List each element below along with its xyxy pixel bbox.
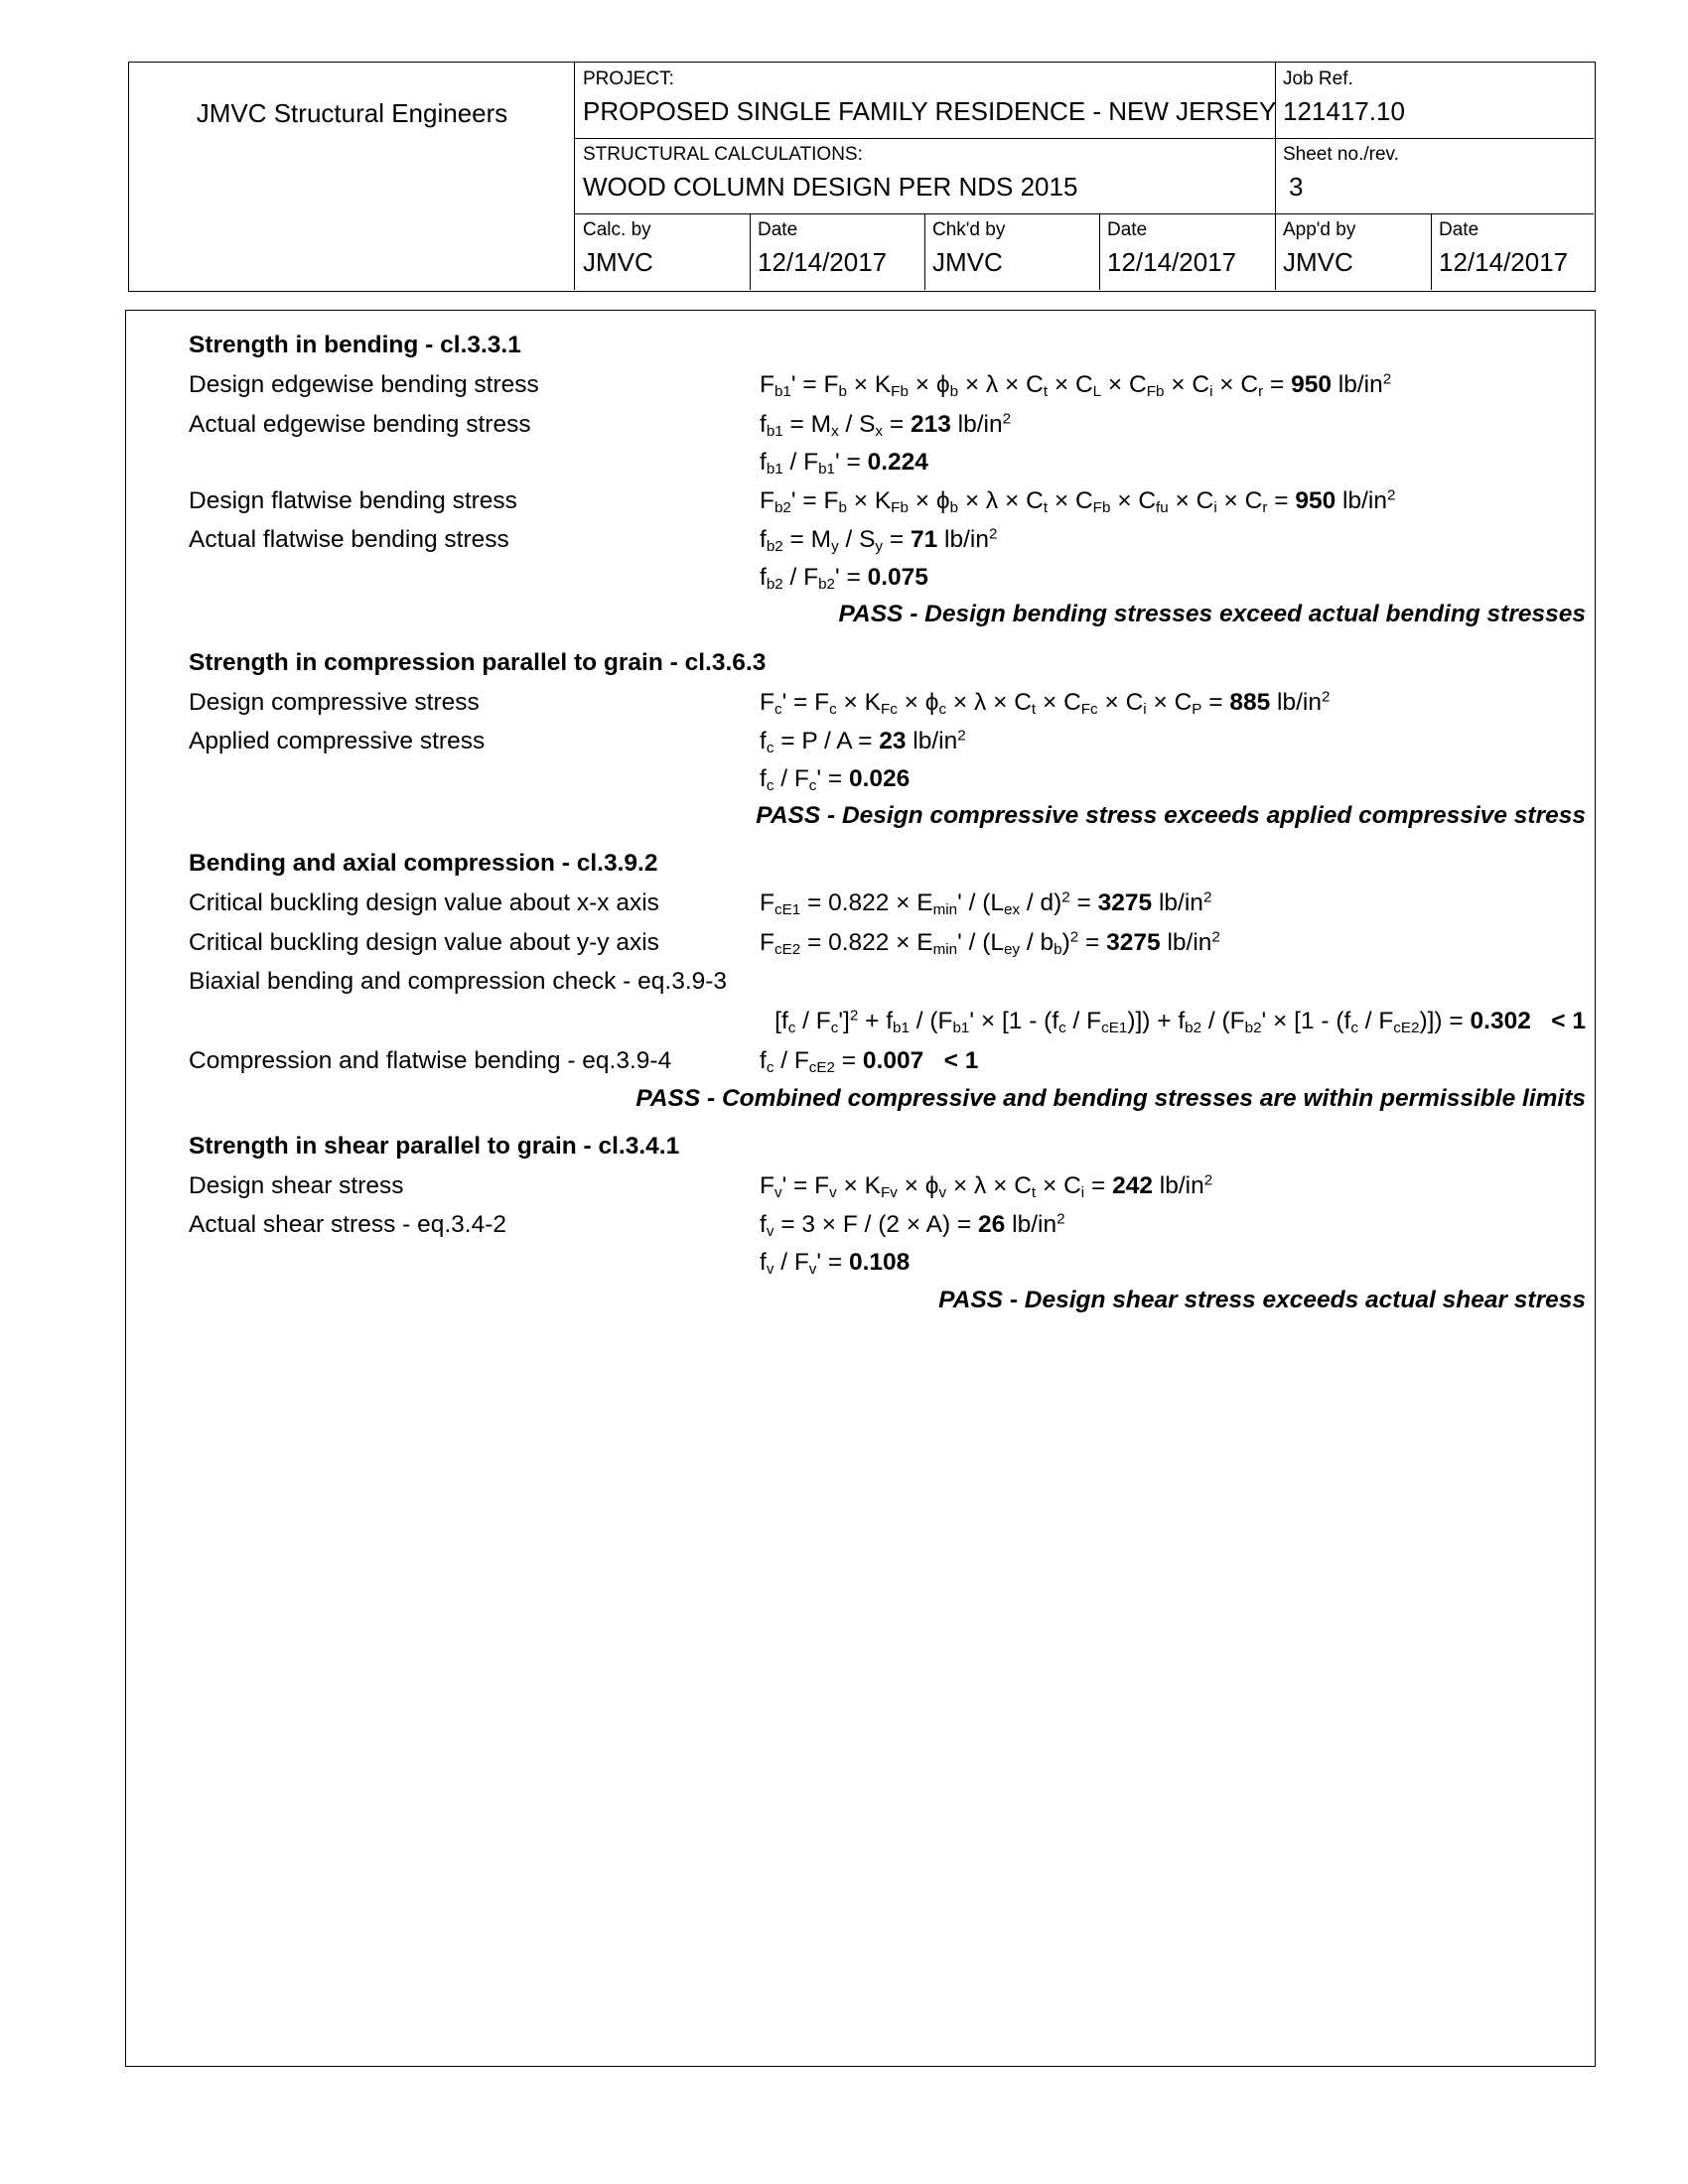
design-compressive-equation: $F_c' = F_c \times K_{Fc} \times \phi_c \times \lambda \times C_t \times C_{Fc} \times C_i \times C_P = 885$ $lb/in^2$ [760,688,1331,718]
project-cell [575,63,1275,138]
title-block [128,62,1596,292]
design-flatwise-label: Design flatwise bending stress [189,487,517,514]
flatwise-compression-value: 0.007 [862,1047,924,1074]
calc-by-cell [575,213,750,290]
buckling-y-equation: $F_{cE2} = 0.822 \times E_{min}' / (L_{ey} / b_b)^2 = 3275$ $lb/in^2$ [760,928,1220,958]
flatwise-ratio: $f_{b2} / F_{b2}' = 0.075$ [760,564,928,593]
actual-edgewise-label: Actual edgewise bending stress [189,411,531,438]
actual-flatwise-equation: $f_{b2} = M_y / S_y = 71$ $lb/in^2$ [760,525,998,555]
flatwise-compression-limit: < 1 [943,1047,979,1074]
unit: lb/in [1342,487,1387,514]
appd-by-label: App'd by [1283,219,1356,240]
date3-cell [1431,213,1594,290]
job-ref-label: Job Ref. [1283,68,1353,89]
design-flatwise-value: 950 [1295,487,1336,514]
compression-ratio: $f_c / F_c' = 0.026$ [760,765,911,794]
divider [575,138,1594,139]
buckling-x-equation: $F_{cE1} = 0.822 \times E_{min}' / (L_{ex} / d)^2 = 3275$ $lb/in^2$ [760,888,1212,918]
date1-value: 12/14/2017 [758,247,888,277]
unit: lb/in [1159,1172,1204,1199]
calcs-label: STRUCTURAL CALCULATIONS: [583,144,863,165]
design-edgewise-equation: $F_{b1}' = F_b \times K_{Fb} \times \phi_b \times \lambda \times C_t \times C_L \times C_{Fb} \times C_i \times C_r = 950$ $lb/in^2$ [760,370,1392,400]
edgewise-ratio-value: 0.224 [867,449,928,476]
date2-cell [1099,213,1275,290]
unit: lb/in [944,526,989,553]
unit: lb/in [1277,689,1322,716]
applied-compressive-label: Applied compressive stress [189,728,486,754]
actual-edgewise-equation: $f_{b1} = M_x / S_x = 213$ $lb/in^2$ [760,410,1012,440]
design-shear-value: 242 [1112,1172,1153,1199]
unit: lb/in [1012,1211,1057,1238]
sheet-value: 3 [1289,172,1304,202]
shear-pass-message: PASS - Design shear stress exceeds actual shear stress [938,1287,1586,1313]
actual-shear-label: Actual shear stress - eq.3.4-2 [189,1211,507,1238]
design-shear-label: Design shear stress [189,1172,404,1199]
sheet-label: Sheet no./rev. [1283,144,1399,165]
project-name: PROPOSED SINGLE FAMILY RESIDENCE - NEW JERSEY [583,96,1277,126]
edgewise-ratio: $f_{b1} / F_{b1}' = 0.224$ [760,449,928,478]
section-heading-compression: Strength in compression parallel to grain - cl.3.6.3 [189,649,767,676]
buckling-coefficient: 0.822 [828,929,890,956]
divider [1099,213,1100,290]
job-ref-cell [1275,63,1594,138]
actual-edgewise-value: 213 [910,411,951,438]
section-heading-shear: Strength in shear parallel to grain - cl.3.4.1 [189,1133,680,1160]
biaxial-label: Biaxial bending and compression check - eq.3.9-3 [189,968,728,995]
divider [575,213,1594,214]
flatwise-compression-label: Compression and flatwise bending - eq.3.9-4 [189,1047,672,1074]
calcs-cell [575,138,1275,213]
compression-pass-message: PASS - Design compressive stress exceeds applied compressive stress [756,802,1586,829]
design-edgewise-value: 950 [1291,371,1332,398]
chkd-by-label: Chk'd by [932,219,1006,240]
company-name: JMVC Structural Engineers [196,98,508,128]
bending-pass-message: PASS - Design bending stresses exceed actual bending stresses [838,601,1586,627]
unit: lb/in [913,728,958,754]
biaxial-value: 0.302 [1470,1008,1531,1034]
divider [1275,63,1276,290]
actual-shear-value: 26 [978,1211,1006,1238]
date3-value: 12/14/2017 [1439,247,1569,277]
shear-ratio-value: 0.108 [849,1249,911,1276]
date1-label: Date [758,219,798,240]
flatwise-ratio-value: 0.075 [867,564,928,591]
date2-value: 12/14/2017 [1107,247,1237,277]
buckling-x-value: 3275 [1097,889,1153,916]
divider [924,213,925,290]
calc-by-label: Calc. by [583,219,651,240]
buckling-coefficient: 0.822 [828,889,890,916]
design-compressive-label: Design compressive stress [189,689,480,716]
section-heading-combined: Bending and axial compression - cl.3.9.2 [189,850,658,877]
calc-by-value: JMVC [583,247,653,277]
flatwise-compression-equation: $f_c / F_{cE2} = 0.007$ < 1 [760,1047,979,1076]
appd-by-value: JMVC [1283,247,1353,277]
chkd-by-cell [924,213,1099,290]
design-flatwise-equation: $F_{b2}' = F_b \times K_{Fb} \times \phi_b \times \lambda \times C_t \times C_{Fb} \times C_{fu} \times C_i \times C_r = 950$ $lb/in^2$ [760,486,1396,516]
project-label: PROJECT: [583,68,674,89]
sheet-cell [1275,138,1594,213]
shear-ratio: $f_v / F_v' = 0.108$ [760,1249,911,1278]
combined-pass-message: PASS - Combined compressive and bending stresses are within permissible limits [635,1085,1586,1112]
compression-ratio-value: 0.026 [849,765,911,792]
unit: lb/in [1167,929,1212,956]
date1-cell [750,213,924,290]
actual-flatwise-label: Actual flatwise bending stress [189,526,509,553]
actual-flatwise-value: 71 [910,526,938,553]
biaxial-limit: < 1 [1551,1008,1586,1034]
calcs-title: WOOD COLUMN DESIGN PER NDS 2015 [583,172,1078,202]
unit: lb/in [1158,889,1203,916]
buckling-x-label: Critical buckling design value about x-x axis [189,889,659,916]
actual-shear-equation: $f_v = 3 \times F / (2 \times A) = 26$ $lb/in^2$ [760,1210,1065,1240]
buckling-y-label: Critical buckling design value about y-y axis [189,929,659,956]
design-edgewise-label: Design edgewise bending stress [189,371,539,398]
divider [750,213,751,290]
company-cell [129,63,575,290]
date2-label: Date [1107,219,1148,240]
design-shear-equation: $F_v' = F_v \times K_{Fv} \times \phi_v \times \lambda \times C_t \times C_i = 242$ $lb/in^2$ [760,1171,1213,1201]
section-heading-bending: Strength in bending - cl.3.3.1 [189,332,521,358]
appd-by-cell [1275,213,1431,290]
divider [1431,213,1432,290]
biaxial-equation: $[f_c / F_c']^2 + f_{b1} / (F_{b1}' \times [1 - (f_c / F_{cE1})]) + f_{b2} / (F_{b2}' \times [1 - (f_c / F_{cE2})]) = 0.302$ < 1 [774,1007,1586,1036]
applied-compressive-value: 23 [879,728,907,754]
design-compressive-value: 885 [1229,689,1271,716]
chkd-by-value: JMVC [932,247,1003,277]
unit: lb/in [1337,371,1383,398]
buckling-y-value: 3275 [1106,929,1161,956]
unit: lb/in [957,411,1003,438]
applied-compressive-equation: $f_c = P / A = 23$ $lb/in^2$ [760,727,966,756]
job-ref-value: 121417.10 [1283,96,1405,126]
date3-label: Date [1439,219,1479,240]
